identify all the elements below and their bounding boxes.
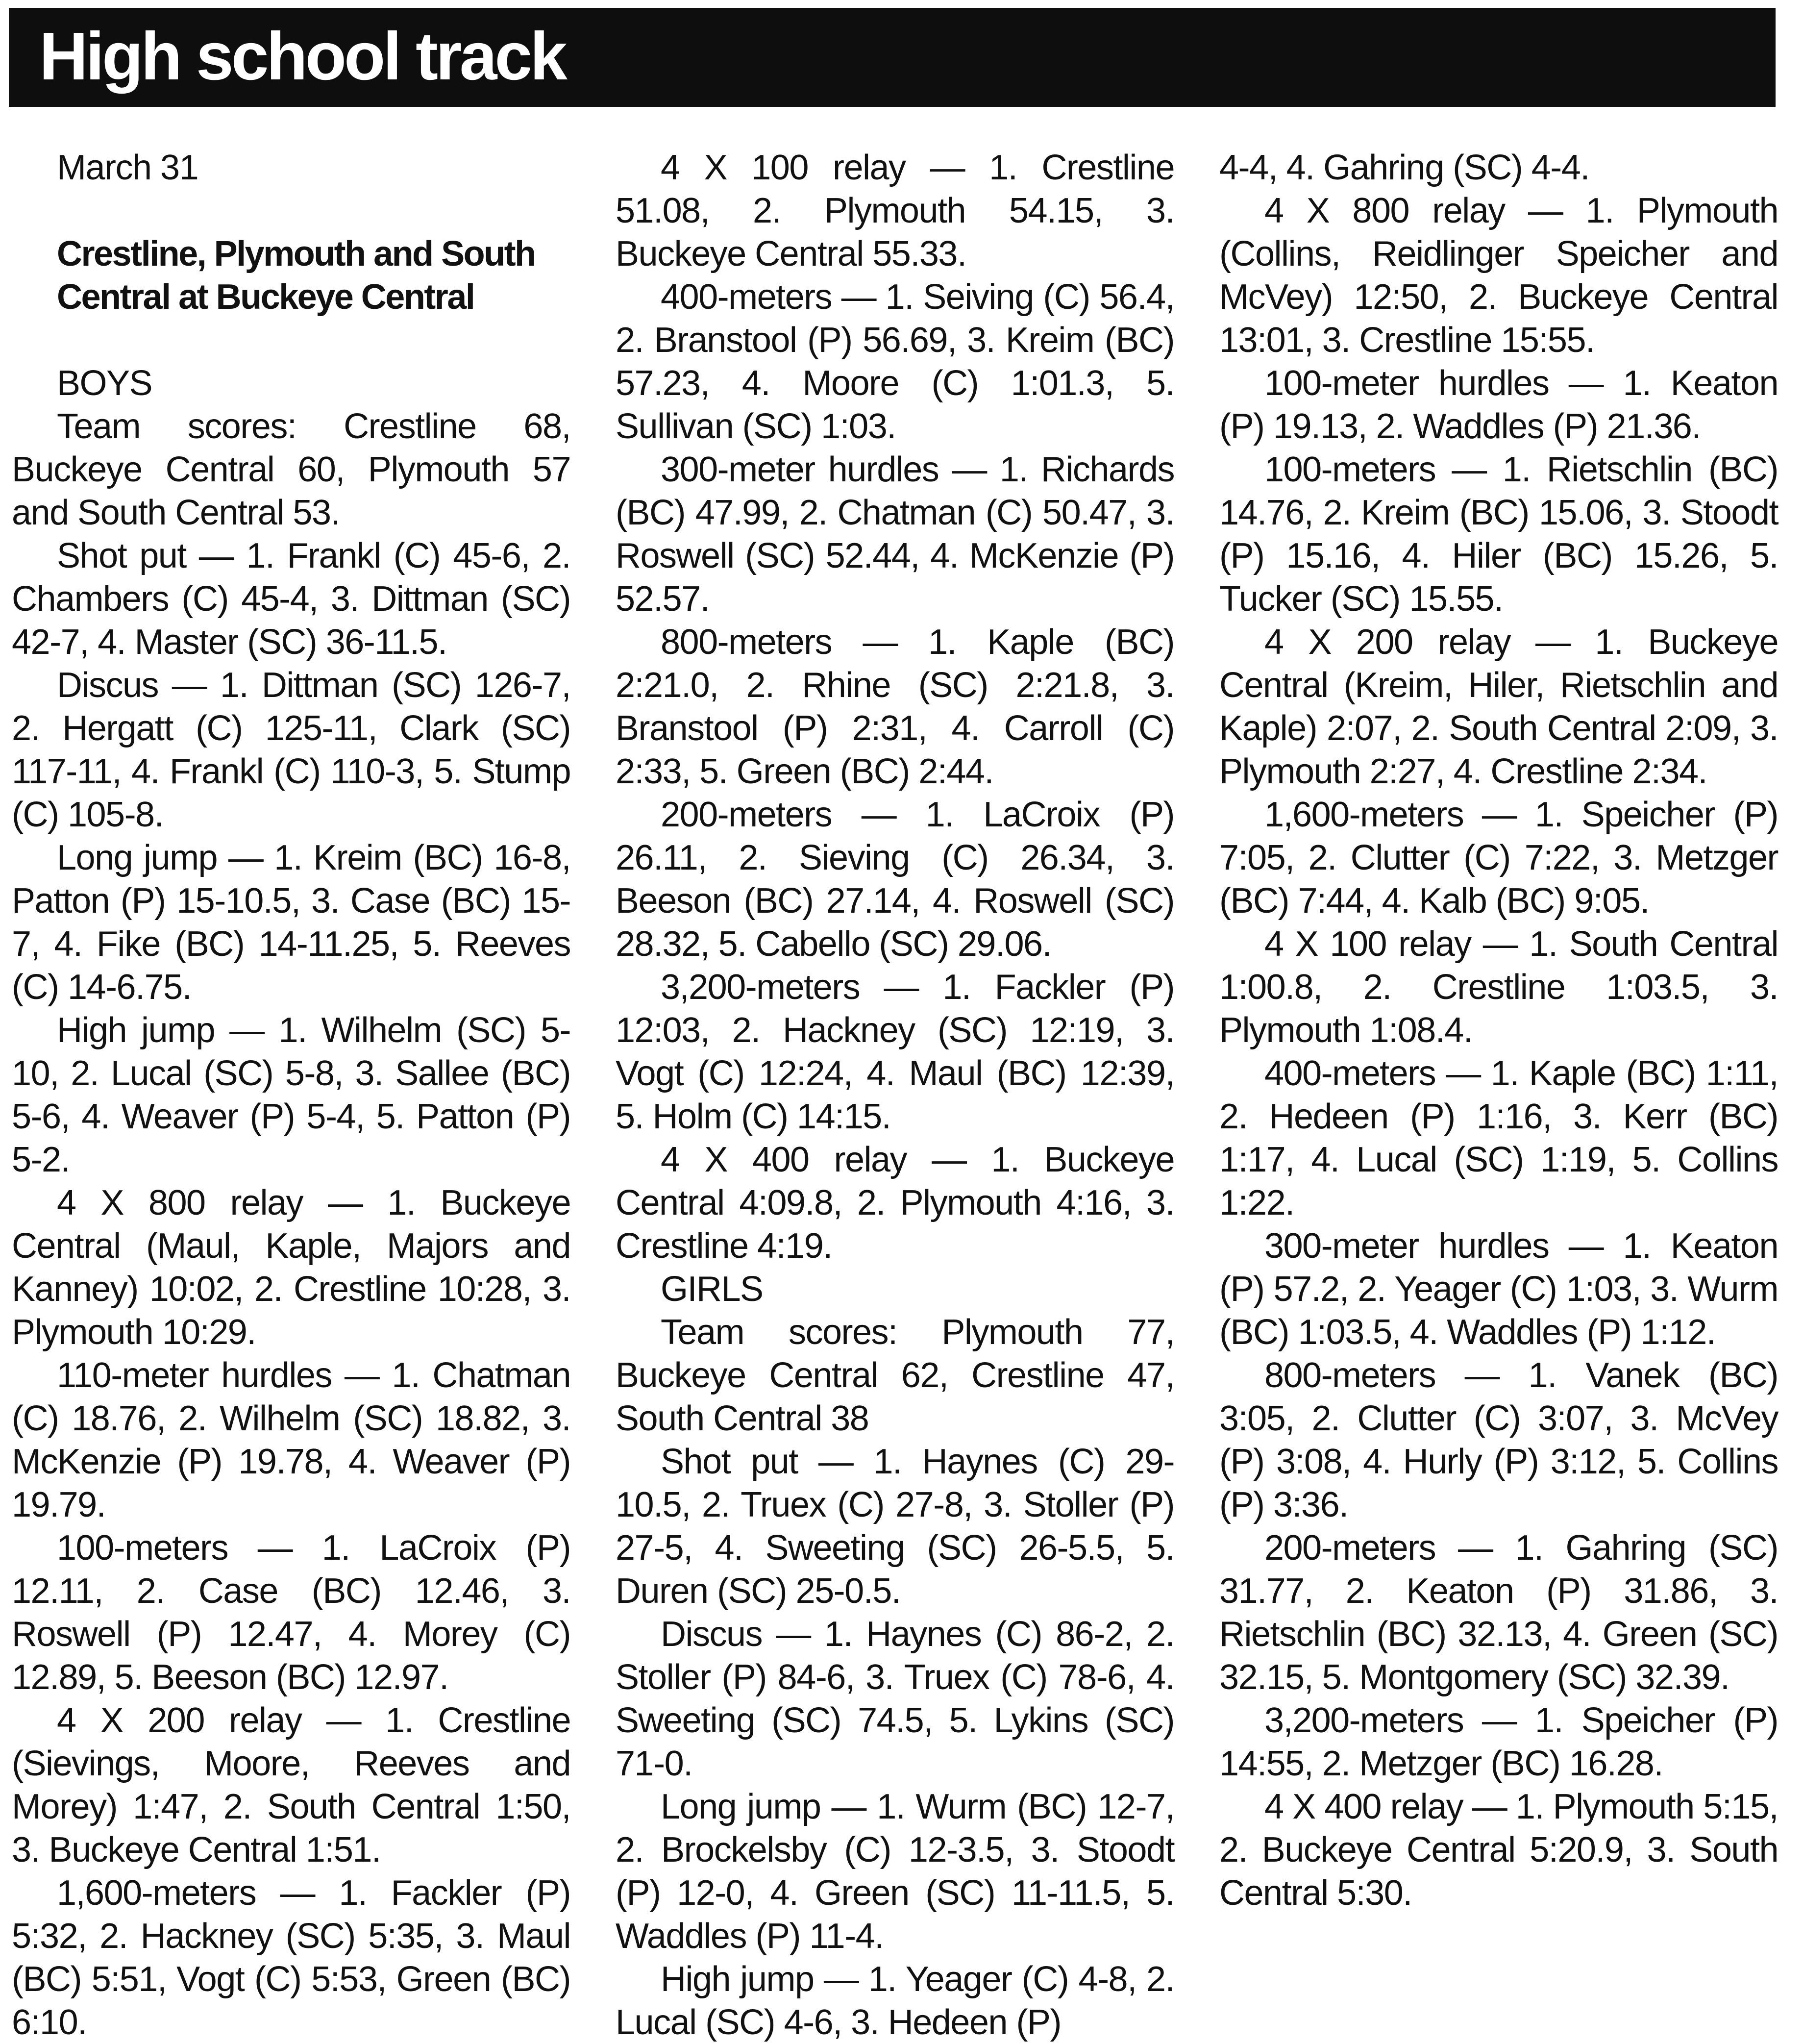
result-entry: High jump — 1. Yeager (C) 4-8, 2. Lucal (SC) 4-6, 3. Hedeen (P) — [616, 1960, 1174, 2042]
result-entry: 4 X 100 relay — 1. South Central 1:00.8, 2. Crestline 1:03.5, 3. Plymouth 1:08.4. — [1219, 924, 1778, 1050]
result-entry: 3,200-meters — 1. Fackler (P) 12:03, 2. Hackney (SC) 12:19, 3. Vogt (C) 12:24, 4. Maul (BC) 12:39, 5. Holm (C) 14:15. — [616, 968, 1174, 1136]
boys-section-label: BOYS — [57, 364, 152, 403]
result-continuation: 4-4, 4. Gahring (SC) 4-4. — [1219, 148, 1589, 187]
result-entry: Long jump — 1. Wurm (BC) 12-7, 2. Brockelsby (C) 12-3.5, 3. Stoodt (P) 12-0, 4. Green (SC) 11-11.5, 5. Waddles (P) 11-4. — [616, 1787, 1174, 1956]
result-entry: Long jump — 1. Kreim (BC) 16-8, Patton (P) 15-10.5, 3. Case (BC) 15-7, 4. Fike (BC) 14-11.25, 5. Reeves (C) 14-6.75. — [12, 838, 570, 1007]
result-entry: 4 X 400 relay — 1. Plymouth 5:15, 2. Buckeye Central 5:20.9, 3. South Central 5:30. — [1219, 1787, 1778, 1913]
result-entry: 4 X 400 relay — 1. Buckeye Central 4:09.8, 2. Plymouth 4:16, 3. Crestline 4:19. — [616, 1140, 1174, 1266]
result-entry: 200-meters — 1. LaCroix (P) 26.11, 2. Sieving (C) 26.34, 3. Beeson (BC) 27.14, 4. Roswell (SC) 28.32, 5. Cabello (SC) 29.06. — [616, 795, 1174, 964]
result-entry: 110-meter hurdles — 1. Chatman (C) 18.76, 2. Wilhelm (SC) 18.82, 3. McKenzie (P) 19.78, 4. Weaver (P) 19.79. — [12, 1356, 570, 1524]
result-entry: Shot put — 1. Frankl (C) 45-6, 2. Chambers (C) 45-4, 3. Dittman (SC) 42-7, 4. Master (SC) 36-11.5. — [12, 536, 570, 662]
result-entry: Discus — 1. Dittman (SC) 126-7, 2. Hergatt (C) 125-11, Clark (SC) 117-11, 4. Frankl (C) 110-3, 5. Stump (C) 105-8. — [12, 666, 570, 834]
dateline: March 31 — [57, 148, 198, 187]
result-entry: 1,600-meters — 1. Fackler (P) 5:32, 2. Hackney (SC) 5:35, 3. Maul (BC) 5:51, Vogt (C) 5:53, Green (BC) 6:10. — [12, 1873, 570, 2042]
result-entry: 1,600-meters — 1. Speicher (P) 7:05, 2. Clutter (C) 7:22, 3. Metzger (BC) 7:44, 4. Kalb (BC) 9:05. — [1219, 795, 1778, 921]
girls-section-label: GIRLS — [661, 1270, 763, 1309]
result-entry: High jump — 1. Wilhelm (SC) 5-10, 2. Lucal (SC) 5-8, 3. Sallee (BC) 5-6, 4. Weaver (P) 5-4, 5. Patton (P) 5-2. — [12, 1011, 570, 1179]
result-entry: 300-meter hurdles — 1. Richards (BC) 47.99, 2. Chatman (C) 50.47, 3. Roswell (SC) 52.44, 4. McKenzie (P) 52.57. — [616, 450, 1174, 619]
page-title: High school track — [39, 19, 565, 94]
result-entry: 100-meters — 1. Rietschlin (BC) 14.76, 2. Kreim (BC) 15.06, 3. Stoodt (P) 15.16, 4. Hiler (BC) 15.26, 5. Tucker (SC) 15.55. — [1219, 450, 1778, 619]
result-entry: 4 X 100 relay — 1. Crestline 51.08, 2. Plymouth 54.15, 3. Buckeye Central 55.33. — [616, 148, 1174, 274]
result-entry: 4 X 200 relay — 1. Crestline (Sievings, Moore, Reeves and Morey) 1:47, 2. South Central 1:50, 3. Buckeye Central 1:51. — [12, 1701, 570, 1870]
result-entry: Shot put — 1. Haynes (C) 29-10.5, 2. Truex (C) 27-8, 3. Stoller (P) 27-5, 4. Sweeting (SC) 26-5.5, 5. Duren (SC) 25-0.5. — [616, 1442, 1174, 1611]
result-entry: 400-meters — 1. Seiving (C) 56.4, 2. Branstool (P) 56.69, 3. Kreim (BC) 57.23, 4. Moore (C) 1:01.3, 5. Sullivan (SC) 1:03. — [616, 277, 1174, 446]
result-entry: 200-meters — 1. Gahring (SC) 31.77, 2. Keaton (P) 31.86, 3. Rietschlin (BC) 32.13, 4. Green (SC) 32.15, 5. Montgomery (SC) 32.39. — [1219, 1528, 1778, 1697]
result-entry: 4 X 200 relay — 1. Buckeye Central (Kreim, Hiler, Rietschlin and Kaple) 2:07, 2. South Central 2:09, 3. Plymouth 2:27, 4. Crestline 2:34. — [1219, 623, 1778, 791]
result-entry: 800-meters — 1. Vanek (BC) 3:05, 2. Clutter (C) 3:07, 3. McVey (P) 3:08, 4. Hurly (P) 3:12, 5. Collins (P) 3:36. — [1219, 1356, 1778, 1524]
column-3 — [1219, 146, 1778, 1915]
result-entry: 4 X 800 relay — 1. Buckeye Central (Maul, Kaple, Majors and Kanney) 10:02, 2. Crestline 10:28, 3. Plymouth 10:29. — [12, 1183, 570, 1352]
result-entry: 4 X 800 relay — 1. Plymouth (Collins, Reidlinger Speicher and McVey) 12:50, 2. Buckeye Central 13:01, 3. Crestline 15:55. — [1219, 191, 1778, 360]
result-entry: Team scores: Crestline 68, Buckeye Central 60, Plymouth 57 and South Central 53. — [12, 407, 570, 532]
result-entry: Discus — 1. Haynes (C) 86-2, 2. Stoller (P) 84-6, 3. Truex (C) 78-6, 4. Sweeting (SC) 74.5, 5. Lykins (SC) 71-0. — [616, 1615, 1174, 1783]
result-entry: 800-meters — 1. Kaple (BC) 2:21.0, 2. Rhine (SC) 2:21.8, 3. Branstool (P) 2:31, 4. Carroll (C) 2:33, 5. Green (BC) 2:44. — [616, 623, 1174, 791]
header-banner — [9, 8, 1776, 107]
result-entry: 400-meters — 1. Kaple (BC) 1:11, 2. Hedeen (P) 1:16, 3. Kerr (BC) 1:17, 4. Lucal (SC) 1:19, 5. Collins 1:22. — [1219, 1054, 1778, 1222]
result-entry: 100-meter hurdles — 1. Keaton (P) 19.13, 2. Waddles (P) 21.36. — [1219, 364, 1778, 446]
result-entry: 300-meter hurdles — 1. Keaton (P) 57.2, 2. Yeager (C) 1:03, 3. Wurm (BC) 1:03.5, 4. Waddles (P) 1:12. — [1219, 1226, 1778, 1352]
result-entry: 100-meters — 1. LaCroix (P) 12.11, 2. Case (BC) 12.46, 3. Roswell (P) 12.47, 4. Morey (C) 12.89, 5. Beeson (BC) 12.97. — [12, 1528, 570, 1697]
result-entry: Team scores: Plymouth 77, Buckeye Central 62, Crestline 47, South Central 38 — [616, 1313, 1174, 1438]
column-2 — [616, 146, 1174, 2044]
column-1 — [12, 146, 570, 2044]
result-entry: 3,200-meters — 1. Speicher (P) 14:55, 2. Metzger (BC) 16.28. — [1219, 1701, 1778, 1783]
meet-title: Crestline, Plymouth and South Central at Buckeye Central — [57, 234, 535, 317]
